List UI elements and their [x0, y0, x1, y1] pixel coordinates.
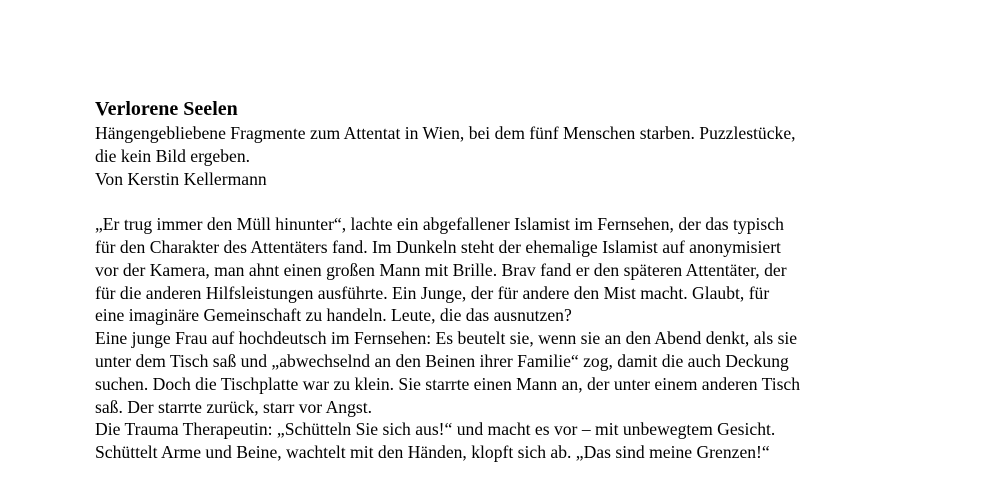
- article-title: Verlorene Seelen: [95, 98, 238, 120]
- subtitle-line: die kein Bild ergeben.: [95, 145, 251, 166]
- body-line: Die Trauma Therapeutin: „Schütteln Sie sich aus!“ und macht es vor – mit unbewegtem Gesicht.: [95, 419, 776, 440]
- byline: Von Kerstin Kellermann: [95, 168, 267, 189]
- body-line: eine imaginäre Gemeinschaft zu handeln. Leute, die das ausnutzen?: [95, 305, 572, 326]
- body-line: suchen. Doch die Tischplatte war zu klein. Sie starrte einen Mann an, der unter einem anderen Tisch: [95, 373, 801, 394]
- body-line: Schüttelt Arme und Beine, wachtelt mit den Händen, klopft sich ab. „Das sind meine Grenzen!“: [95, 442, 770, 463]
- body-line: unter dem Tisch saß und „abwechselnd an den Beinen ihrer Familie“ zog, damit die auch Deckung: [95, 350, 789, 371]
- body-line: Eine junge Frau auf hochdeutsch im Fernsehen: Es beutelt sie, wenn sie an den Abend denkt, als sie: [95, 328, 798, 349]
- subtitle-line: Hängengebliebene Fragmente zum Attentat in Wien, bei dem fünf Menschen starben. Puzzlestücke,: [95, 123, 796, 143]
- body-line: für die anderen Hilfsleistungen ausführte. Ein Junge, der für andere den Mist macht. Glaubt, für: [95, 282, 770, 303]
- body-line: für den Charakter des Attentäters fand. Im Dunkeln steht der ehemalige Islamist auf anonymisiert: [95, 236, 781, 257]
- body-line: saß. Der starrte zurück, starr vor Angst.: [95, 396, 373, 417]
- article: [95, 96, 965, 464]
- body-line: „Er trug immer den Müll hinunter“, lachte ein abgefallener Islamist im Fernsehen, der das typisch: [95, 214, 784, 235]
- body-line: vor der Kamera, man ahnt einen großen Mann mit Brille. Brav fand er den späteren Attentäter, der: [95, 259, 787, 280]
- paragraph-spacer: [95, 190, 965, 213]
